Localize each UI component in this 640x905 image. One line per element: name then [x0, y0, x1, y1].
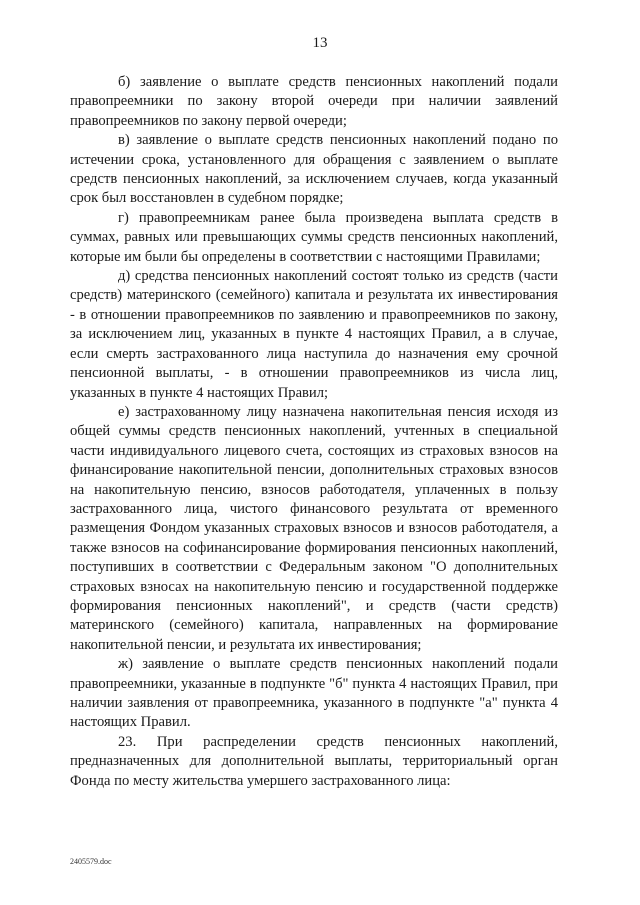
- footer-filename: 2405579.doc: [70, 857, 112, 866]
- paragraph-23: 23. При распределении средств пенсионных накоплений, предназначенных для дополнительной выплаты, территориальный орган Фонда по месту жительства умершего застрахованного лица:: [70, 733, 558, 789]
- paragraph-zh: ж) заявление о выплате средств пенсионных накоплений подали правопреемники, указанные в подпункте "б" пункта 4 настоящих Правил, при наличии заявления от правопреемника, указанного в подпункте "а" пункта 4 настоящих Правил.: [70, 656, 558, 731]
- paragraph-d: д) средства пенсионных накоплений состоят только из средств (части средств) материнского (семейного) капитала и результата их инвестирования - в отношении правопреемников по заявлению и правопреемников по закону, за исключением лиц, указанных в пункте 4 настоящих Правил, а в случае, если смерть застрахованного лица наступила до назначения ему срочной пенсионной выплаты, - в отношении правопреемников из числа лиц, указанных в пункте 4 настоящих Правил;: [70, 268, 558, 401]
- document-body: [70, 73, 558, 791]
- paragraph-b: б) заявление о выплате средств пенсионных накоплений подали правопреемники по закону второй очереди при наличии заявлений правопреемников по закону первой очереди;: [70, 74, 558, 129]
- page-number: 13: [312, 35, 328, 51]
- paragraph-v: в) заявление о выплате средств пенсионных накоплений подано по истечении срока, установленного для обращения с заявлением о выплате средств пенсионных накоплений, за исключением случаев, когда указанный срок был восстановлен в судебном порядке;: [70, 132, 558, 207]
- paragraph-g: г) правопреемникам ранее была произведена выплата средств в суммах, равных или превышающих суммы средств пенсионных накоплений, которые им были бы определены в соответствии с настоящими Правилами;: [70, 209, 558, 265]
- paragraph-e: е) застрахованному лицу назначена накопительная пенсия исходя из общей суммы средств пенсионных накоплений, учтенных в специальной части индивидуального лицевого счета, состоящих из страховых взносов на финансирование накопительной пенсии, дополнительных страховых взносов на накопительную пенсию, взносов работодателя, уплаченных в пользу застрахованного лица, чистого финансового результата от временного размещения Фондом указанных страховых взносов и взносов работодателя, а также взносов на софинансирование формирования пенсионных накоплений, поступивших в соответствии с Федеральным законом "О дополнительных страховых взносах на накопительную пенсию и государственной поддержке формирования пенсионных накоплений", и средств (части средств) материнского (семейного) капитала, направленных на формирование накопительной пенсии, и результата их инвестирования;: [70, 403, 558, 653]
